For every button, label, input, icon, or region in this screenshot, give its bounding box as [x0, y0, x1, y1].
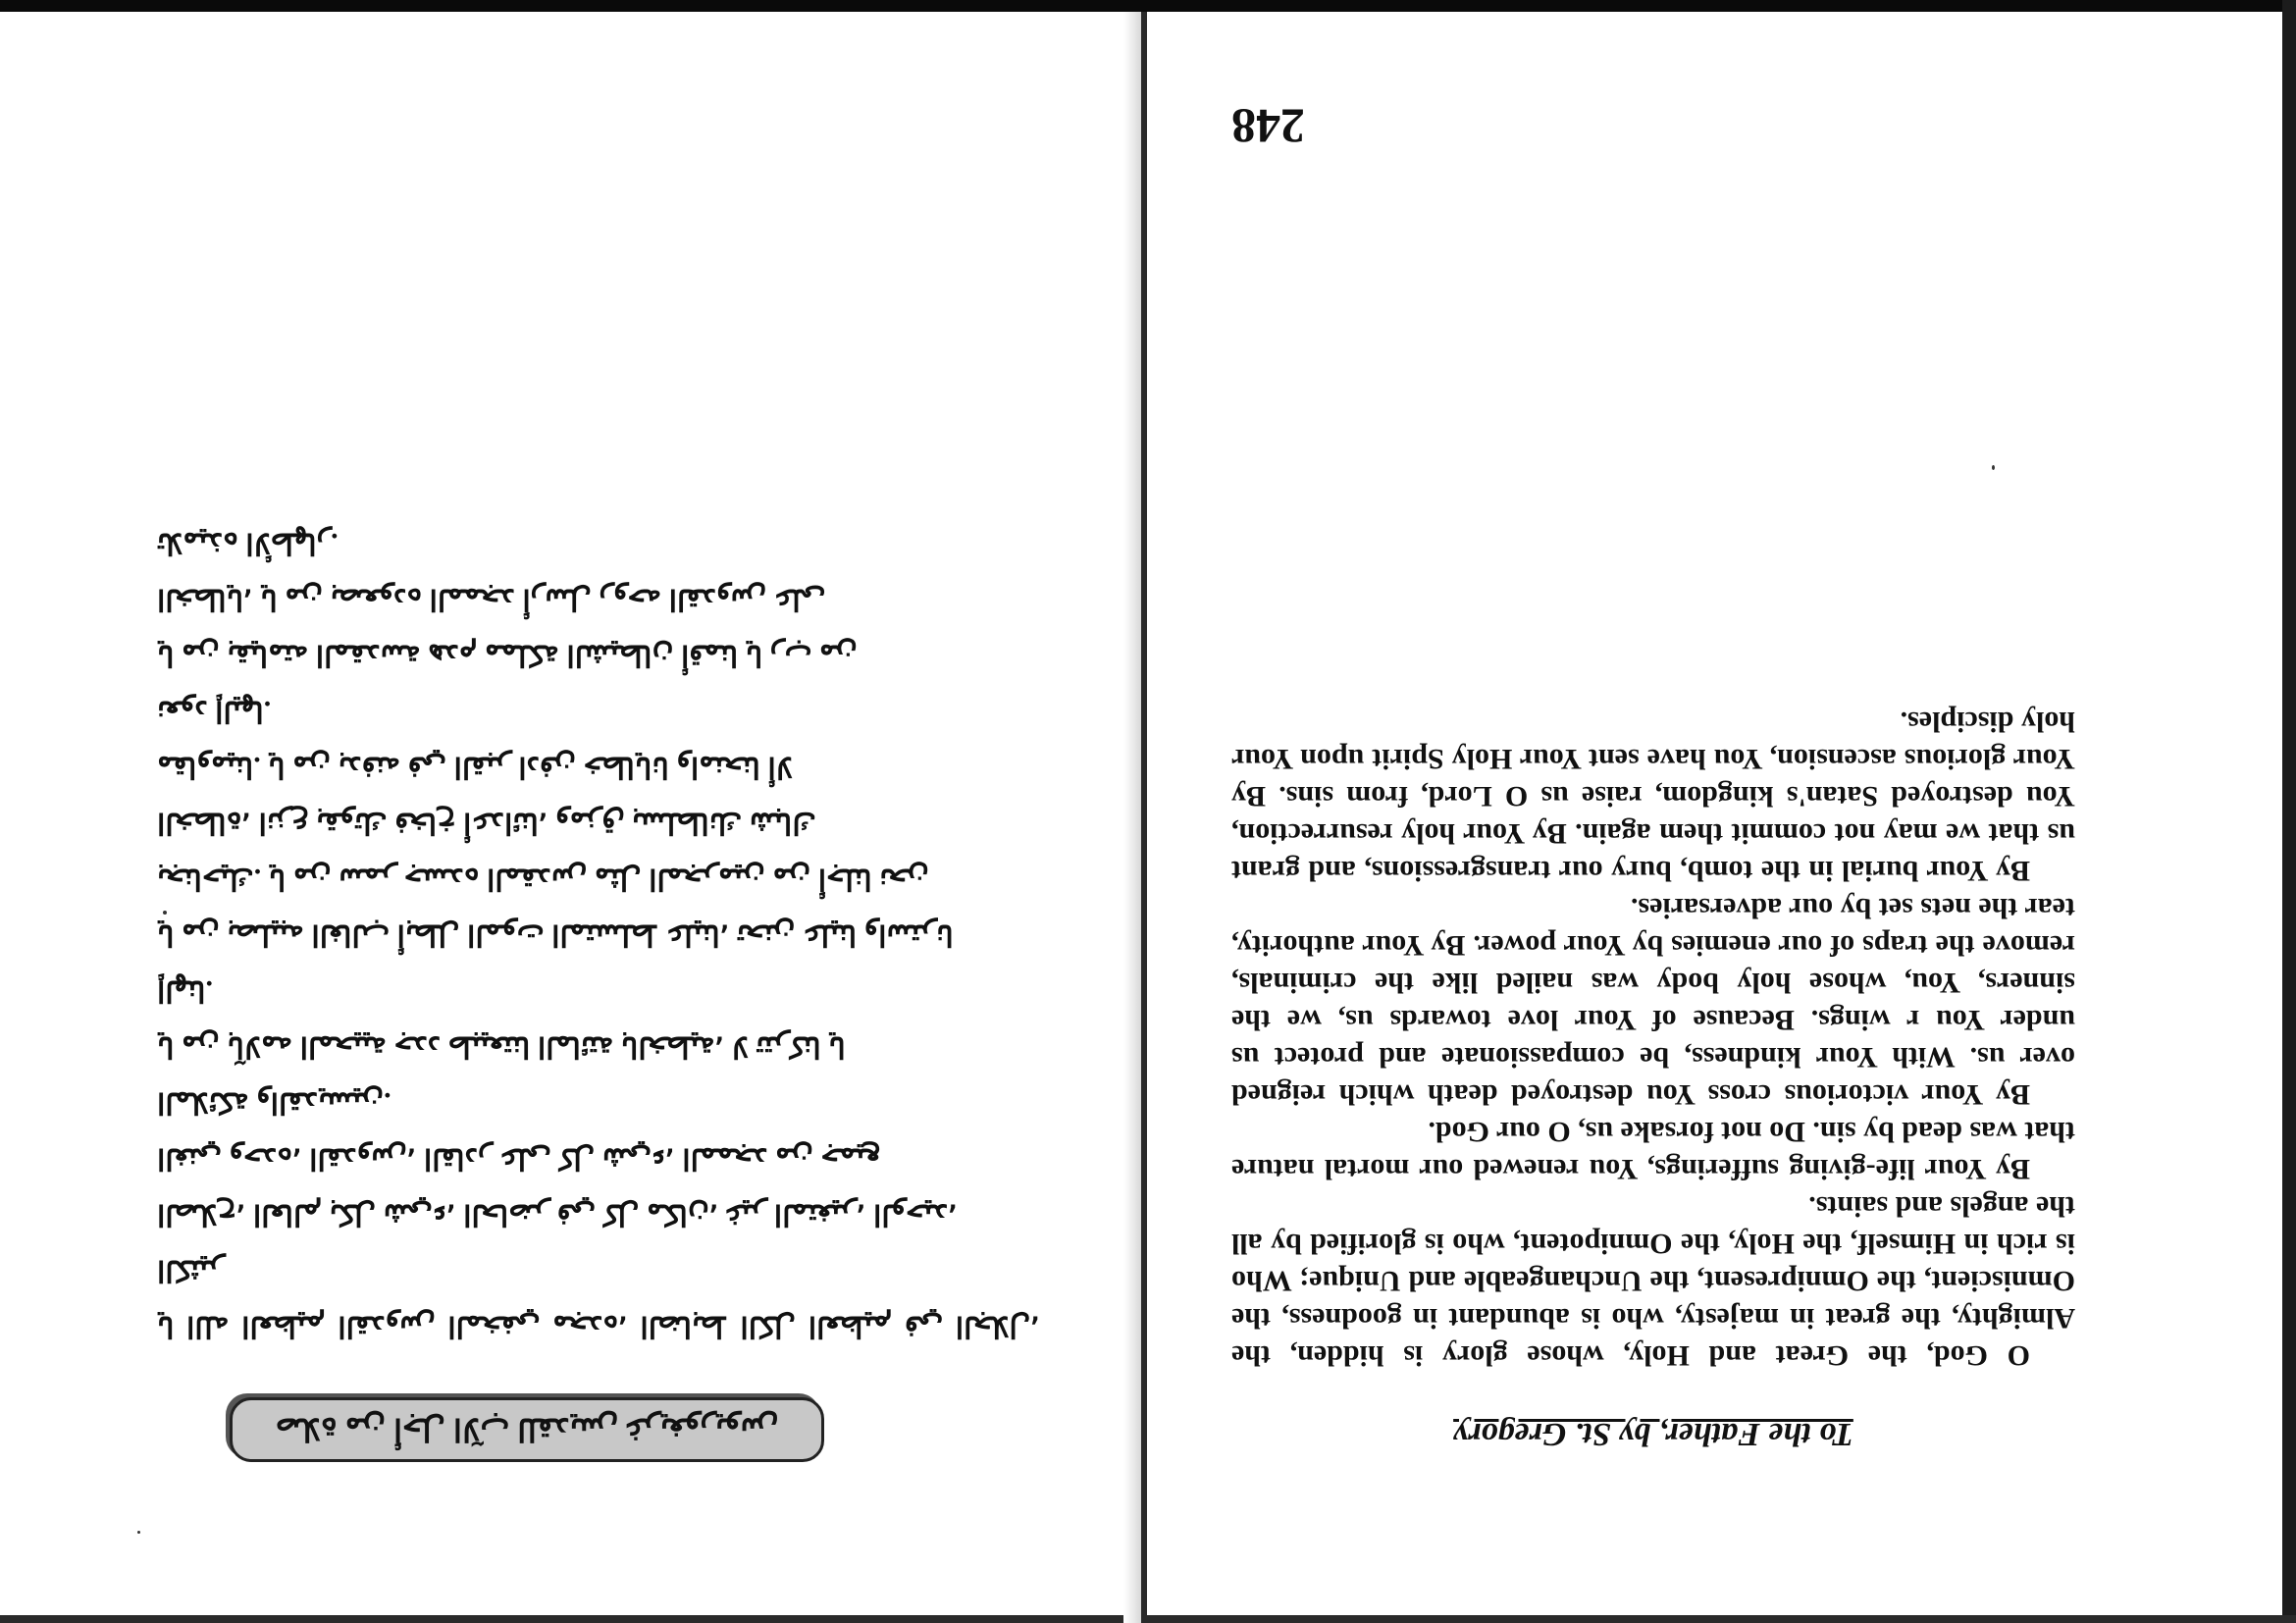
english-page [1231, 99, 2075, 1452]
paragraph: By Your victorious cross You destroyed death which reigned over us. With Your kindness, be compassionate and protect us under You r wings. Because of Your love towards us, we the sinners, You, whose holy body was nailed like the criminals, remove the traps of our enemies by Your power. By Your authority, tear the nets set by our adversaries. [1231, 892, 2075, 1111]
arabic-line: بجناحيك. يا من سمر جسده المقدس مثل المجرمين من أجلنا نحن [157, 863, 929, 895]
arabic-heading-box [230, 1397, 824, 1462]
arabic-line: يا من بقيامته المقدسة هدم مملكة الشيطان أقمنا يا رب من [157, 639, 858, 671]
english-text [1231, 703, 2075, 1374]
arabic-heading: صلاة من أجل الآب للقديس غريغوريوس [275, 1412, 779, 1447]
arabic-line: نعود إليها. [157, 695, 272, 727]
scan-speck [163, 911, 167, 915]
arabic-line: يا من بآلامه المحيية جدد طبيعتنا المائتة بالخطية، لا تتركنا يا [157, 1030, 846, 1063]
scan-bottom-border [0, 1615, 2296, 1623]
arabic-line: الملائكة والقديسين. [157, 1086, 391, 1119]
arabic-line: تلاميذه الأطهار. [157, 527, 339, 559]
scan-speck [1992, 465, 1995, 470]
book-gutter-shadow [1123, 12, 1141, 1623]
arabic-line: الخطايا، يا من بصعوده الممجد أرسل روحه القدوس على [157, 583, 826, 615]
page-title: To the Father, by St. Gregory [1453, 1416, 1853, 1452]
scan-top-border [0, 0, 2296, 12]
arabic-line: الخطاة، انزع بقوتك فخاخ أعدائنا، ومزق بسلطانك شباك [157, 807, 816, 839]
book-spine [1141, 12, 1147, 1623]
scan-speck [137, 1531, 140, 1534]
scan-right-border [2282, 0, 2296, 1623]
paragraph: By Your life-giving sufferings, You renewed our mortal nature that was dead by sin. Do not forsake us, O our God. [1231, 1116, 2075, 1185]
paragraph: O God, the Great and Holy, whose glory is hidden, the Almighty, the great in majesty, who is abundant in goodness, the Omniscient, the Omnipresent, the Unchangeable and Unique; Who is rich in Himself, the Holy, the Omnipotent, who is glorified by all the angels and saints. [1231, 1190, 2075, 1372]
arabic-line: إلهنا. [157, 974, 213, 1007]
arabic-line: يا من بصليبه الغالب أبطل الموت المتسلط علينا، تحنن علينا واسترنا [157, 918, 954, 951]
paragraph: By Your burial in the tomb, bury our transgressions, and grant us that we may not commit them again. By Your holy resurrection, You destroyed Satan's kingdom, raise us O Lord, from sins. By Your glorious ascension, You have sent Your Holy Spirit upon Your holy disciples. [1231, 706, 2075, 887]
arabic-line: يا الله العظيم القدوس المخفي مجده، الضابط الكل العظيم في الجلال، الكثير [157, 1254, 1040, 1342]
arabic-page [157, 324, 1040, 1462]
arabic-line: مقاومينا. يا من بدفنه في القبر ادفن خطايانا وامنحنا ألا [157, 751, 793, 783]
page-number: 248 [1231, 99, 1305, 154]
arabic-text [157, 515, 1040, 1354]
arabic-line: الصلاح، العالم بكل شيء، الحاضر في كل مكان، غير المتغير، الوحيد، [157, 1198, 958, 1230]
arabic-line: الغني وحده، القدوس، القادر على كل شيء، الممجد من جميع [157, 1142, 881, 1175]
